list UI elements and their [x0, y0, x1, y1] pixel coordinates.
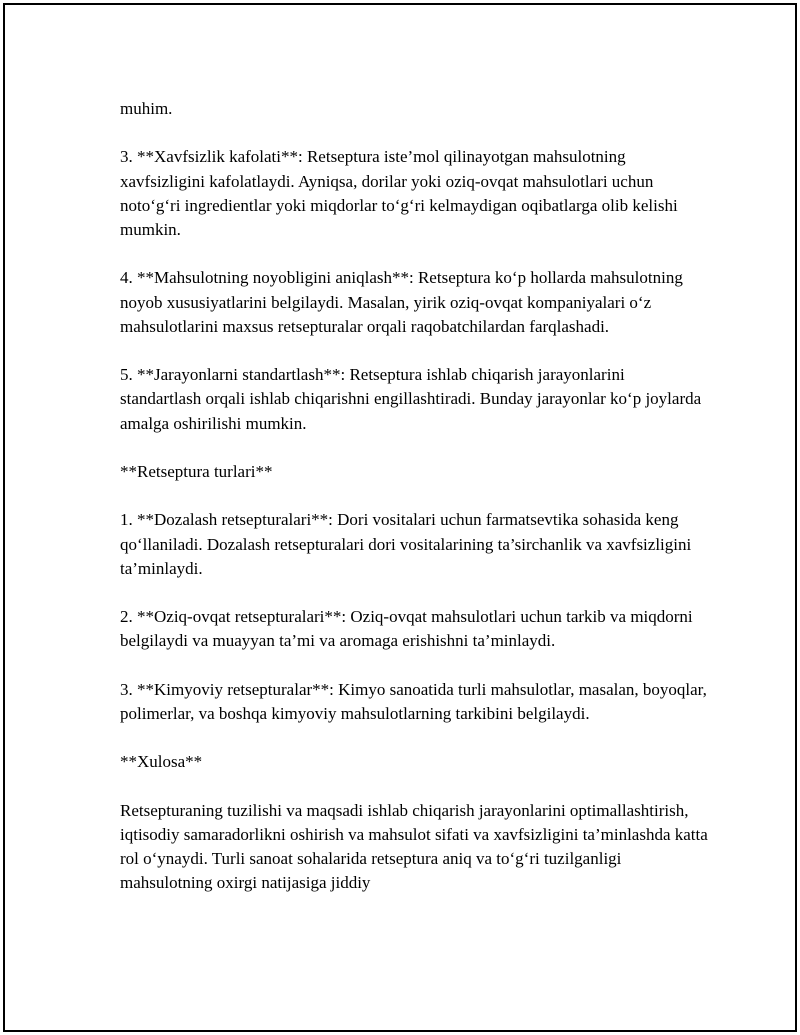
paragraph-chemical-recipes: 3. **Kimyoviy retsepturalar**: Kimyo sanoatida turli mahsulotlar, masalan, boyoqlar, polimerlar, va boshqa kimyoviy mahsulotlarning tarkibini belgilaydi. [120, 679, 707, 723]
document-body [120, 97, 710, 896]
heading-conclusion: **Xulosa** [120, 752, 203, 772]
paragraph-conclusion: Retsepturaning tuzilishi va maqsadi ishlab chiqarish jarayonlarini optimallashtirish, iqtisodiy samaradorlikni oshirish va mahsulot sifati va xavfsizligini ta’minlashda katta rol o‘ynaydi. Turli sanoat sohalarida retseptura aniq va to‘g‘ri tuzilganligi mahsulotning oxirgi natijasiga jiddiy [120, 800, 708, 893]
paragraph-process-standardization: 5. **Jarayonlarni standartlash**: Retseptura ishlab chiqarish jarayonlarini standartlash orqali ishlab chiqarishni engillashtiradi. Bunday jarayonlar ko‘p joylarda amalga oshirilishi mumkin. [120, 365, 702, 433]
heading-recipe-types: **Retseptura turlari** [120, 461, 273, 481]
paragraph-food-recipes: 2. **Oziq-ovqat retsepturalari**: Oziq-ovqat mahsulotlari uchun tarkib va miqdorni belgilaydi va muayyan ta’mi va aromaga erishishni ta’minlaydi. [120, 607, 693, 651]
paragraph-continuation: muhim. [120, 99, 173, 118]
paragraph-dosage-recipes: 1. **Dozalash retsepturalari**: Dori vositalari uchun farmatsevtika sohasida keng qo‘llaniladi. Dozalash retsepturalari dori vositalarining ta’sirchanlik va xavfsizligini ta’minlaydi. [120, 510, 692, 578]
document-page [3, 3, 797, 1032]
paragraph-product-uniqueness: 4. **Mahsulotning noyobligini aniqlash**: Retseptura ko‘p hollarda mahsulotning noyob xususiyatlarini belgilaydi. Masalan, yirik oziq-ovqat kompaniyalari o‘z mahsulotlarini maxsus retsepturalar orqali raqobatchilardan farqlashadi. [120, 268, 683, 336]
paragraph-safety-guarantee: 3. **Xavfsizlik kafolati**: Retseptura iste’mol qilinayotgan mahsulotning xavfsizligini kafolatlaydi. Ayniqsa, dorilar yoki oziq-ovqat mahsulotlari uchun noto‘g‘ri ingredientlar yoki miqdorlar to‘g‘ri kelmaydigan oqibatlarga olib kelishi mumkin. [120, 147, 678, 239]
